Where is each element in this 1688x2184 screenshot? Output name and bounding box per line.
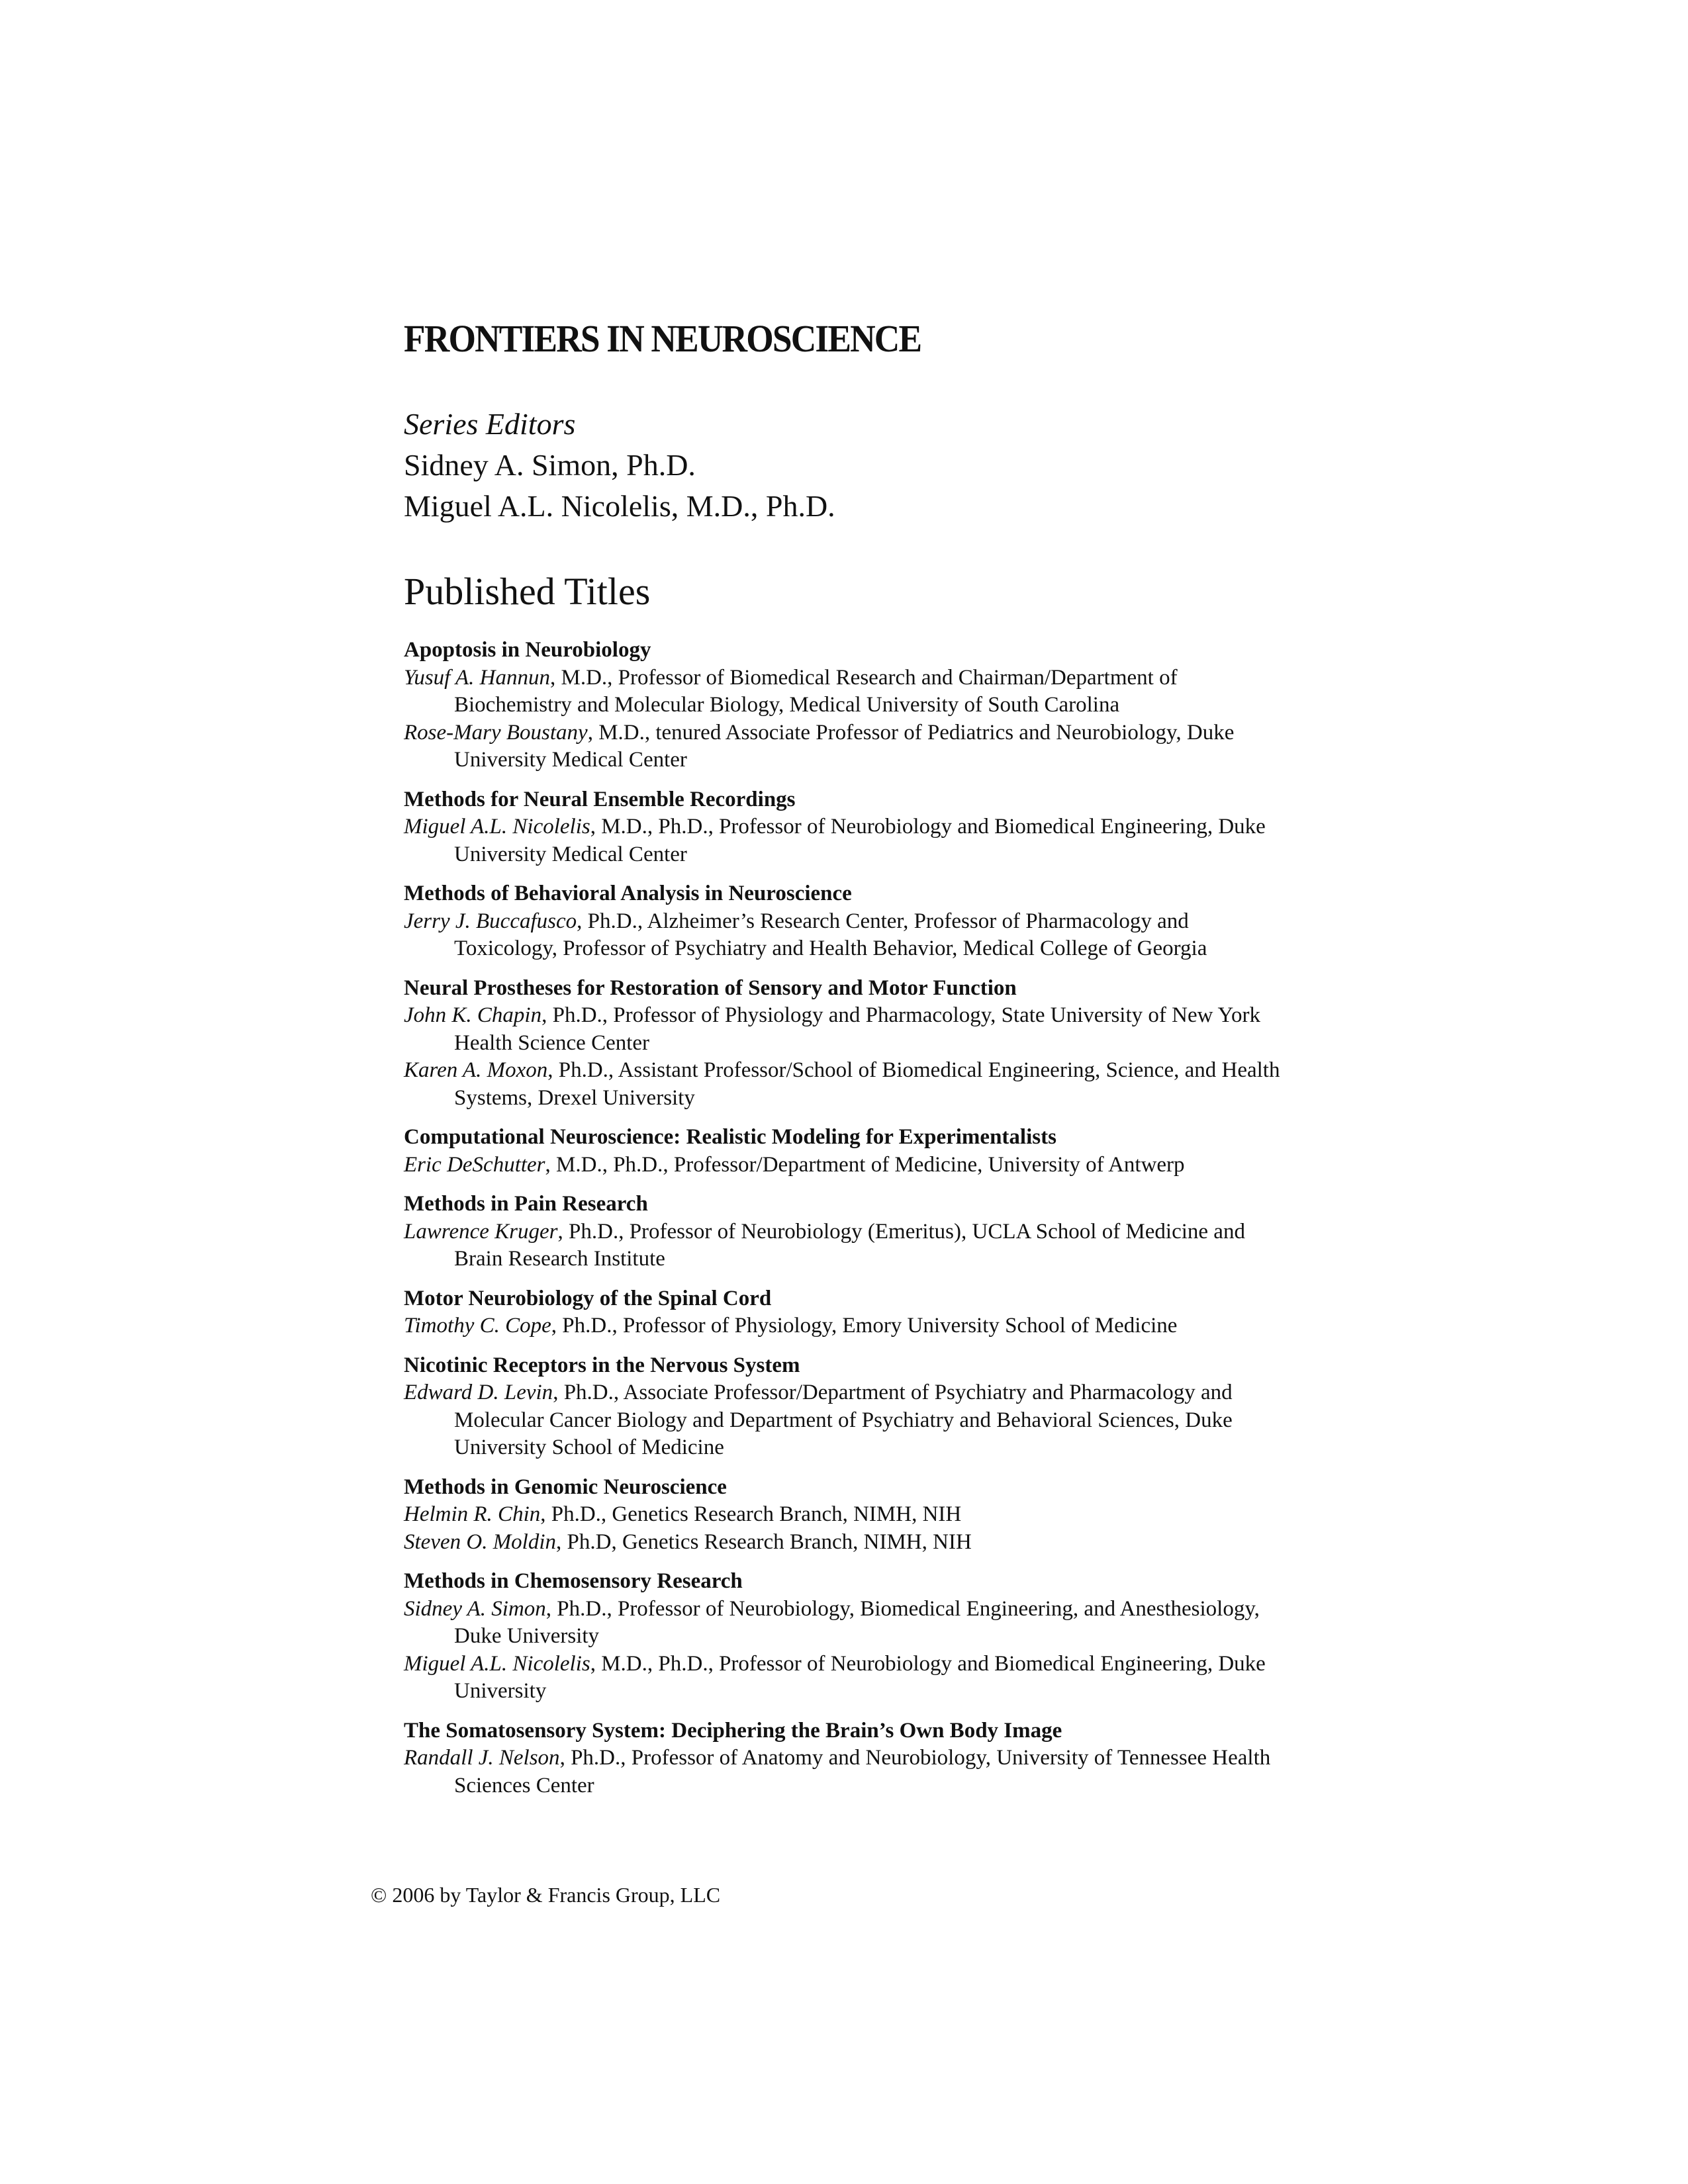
author-details: , M.D., Ph.D., Professor of Neurobiology and Biomedical Engineering, Duke University (454, 1651, 1266, 1703)
author-name: Lawrence Kruger (404, 1219, 558, 1244)
author-details: , Ph.D., Professor of Physiology, Emory University School of Medicine (551, 1314, 1178, 1338)
title-entry (404, 1191, 1291, 1273)
title-entry (404, 1474, 1291, 1557)
book-title: Methods of Behavioral Analysis in Neuroscience (404, 882, 852, 905)
author-line (404, 1379, 1291, 1462)
published-titles-heading: Published Titles (404, 570, 651, 613)
title-entry (404, 786, 1291, 869)
author-name: Edward D. Levin (404, 1381, 553, 1404)
author-name: Miguel A.L. Nicolelis (404, 1651, 590, 1676)
author-details: , Ph.D., Professor of Neurobiology, Biomedical Engineering, and Anesthesiology, Duke University (454, 1596, 1260, 1648)
author-line (404, 1745, 1291, 1799)
title-entry (404, 1568, 1291, 1706)
author-line (404, 1529, 1291, 1557)
series-editor-name: Sidney A. Simon, Ph.D. (404, 448, 696, 482)
author-details: , M.D., Ph.D., Professor/Department of Medicine, University of Antwerp (545, 1152, 1185, 1177)
author-name: Helmin R. Chin (404, 1502, 541, 1526)
author-name: Steven O. Moldin (404, 1529, 557, 1554)
book-title: Nicotinic Receptors in the Nervous System (404, 1353, 800, 1377)
series-title: FRONTIERS IN NEUROSCIENCE (404, 317, 921, 360)
author-details: , Ph.D., Professor of Physiology and Pharmacology, State University of New York Health Science Center (454, 1003, 1260, 1055)
author-details: , M.D., Professor of Biomedical Research and Chairman/Department of Biochemistry and Molecular Biology, Medical University of South Carolina (454, 665, 1178, 717)
author-line (404, 1057, 1291, 1112)
book-title: Computational Neuroscience: Realistic Modeling for Experimentalists (404, 1125, 1056, 1149)
author-details: , M.D., tenured Associate Professor of Pediatrics and Neurobiology, Duke University Medical Center (454, 720, 1235, 772)
book-title: The Somatosensory System: Deciphering the Brain’s Own Body Image (404, 1718, 1062, 1743)
author-name: Randall J. Nelson (404, 1746, 560, 1770)
author-details: , Ph.D., Professor of Anatomy and Neurobiology, University of Tennessee Health Sciences Center (454, 1746, 1271, 1797)
author-details: , Ph.D., Alzheimer’s Research Center, Professor of Pharmacology and Toxicology, Professor of Psychiatry and Health Behavior, Medical College of Georgia (454, 909, 1207, 960)
book-title: Methods in Pain Research (404, 1192, 648, 1216)
series-editor-name: Miguel A.L. Nicolelis, M.D., Ph.D. (404, 489, 835, 523)
author-name: Eric DeSchutter (404, 1152, 545, 1177)
author-name: Yusuf A. Hannun (404, 665, 550, 690)
title-entry (404, 1717, 1291, 1800)
book-title: Neural Prostheses for Restoration of Sensory and Motor Function (404, 976, 1017, 1000)
book-title: Methods for Neural Ensemble Recordings (404, 787, 796, 811)
author-name: Miguel A.L. Nicolelis (404, 815, 590, 839)
title-entry (404, 637, 1291, 774)
title-entry (404, 1285, 1291, 1340)
author-name: Karen A. Moxon (404, 1058, 548, 1082)
author-details: , Ph.D., Associate Professor/Department of Psychiatry and Pharmacology and Molecular Cancer Biology and Department of Psychiatry and Behavioral Sciences, Duke University School of Medicine (454, 1381, 1233, 1459)
title-entry (404, 1352, 1291, 1462)
author-line (404, 1218, 1291, 1273)
author-line (404, 719, 1291, 774)
author-line (404, 813, 1291, 868)
book-title: Apoptosis in Neurobiology (404, 638, 651, 662)
title-entry (404, 1124, 1291, 1179)
author-name: Jerry J. Buccafusco (404, 909, 577, 933)
title-entry (404, 880, 1291, 963)
author-name: Rose-Mary Boustany (404, 720, 588, 745)
book-title: Methods in Chemosensory Research (404, 1569, 743, 1593)
author-line (404, 1651, 1291, 1706)
title-entry (404, 975, 1291, 1113)
author-line (404, 1501, 1291, 1529)
author-line (404, 1002, 1291, 1057)
author-line (404, 1312, 1291, 1340)
author-line (404, 908, 1291, 963)
book-title: Motor Neurobiology of the Spinal Cord (404, 1286, 772, 1310)
series-editors (404, 404, 835, 527)
author-name: Sidney A. Simon (404, 1596, 546, 1621)
author-line (404, 664, 1291, 719)
series-editors-label: Series Editors (404, 407, 576, 441)
author-details: , Ph.D., Professor of Neurobiology (Emeritus), UCLA School of Medicine and Brain Research Institute (454, 1219, 1245, 1271)
author-line (404, 1152, 1291, 1179)
author-details: , Ph.D., Genetics Research Branch, NIMH, NIH (540, 1502, 962, 1526)
copyright-notice: © 2006 by Taylor & Francis Group, LLC (371, 1883, 721, 1907)
published-titles-list (404, 637, 1291, 1811)
author-line (404, 1596, 1291, 1651)
author-details: , Ph.D., Assistant Professor/School of Biomedical Engineering, Science, and Health Systems, Drexel University (454, 1058, 1280, 1110)
author-details: , M.D., Ph.D., Professor of Neurobiology and Biomedical Engineering, Duke University Medical Center (454, 815, 1266, 866)
author-details: , Ph.D, Genetics Research Branch, NIMH, NIH (556, 1529, 972, 1554)
author-name: John K. Chapin (404, 1003, 542, 1027)
book-title: Methods in Genomic Neuroscience (404, 1475, 727, 1499)
author-name: Timothy C. Cope (404, 1314, 551, 1338)
